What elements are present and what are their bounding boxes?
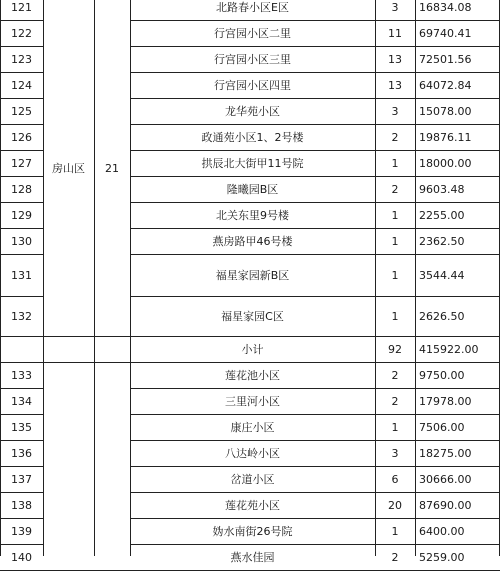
floor-area: 9750.00 — [419, 368, 465, 382]
floor-area: 18275.00 — [419, 446, 472, 460]
floor-area: 64072.84 — [419, 78, 472, 92]
community-name: 行宫园小区四里 — [214, 79, 291, 92]
community-name: 福星家园新B区 — [215, 269, 290, 282]
row-number: 126 — [11, 130, 32, 144]
community-name: 北路春小区E区 — [216, 1, 289, 14]
unit-count: 3 — [391, 104, 399, 118]
row-number: 127 — [11, 156, 32, 170]
community-name: 燕房路甲46号楼 — [212, 235, 293, 248]
community-name: 小计 — [241, 343, 264, 356]
floor-area: 7506.00 — [419, 420, 465, 434]
community-name: 八达岭小区 — [225, 447, 280, 460]
row-number: 130 — [11, 234, 32, 248]
row-number: 122 — [11, 26, 32, 40]
unit-count: 92 — [388, 342, 402, 356]
row-number: 123 — [11, 52, 32, 66]
unit-count: 11 — [388, 26, 402, 40]
community-name: 莲花池小区 — [225, 369, 280, 382]
floor-area: 5259.00 — [419, 550, 465, 564]
row-number: 136 — [11, 446, 32, 460]
district-count: 21 — [105, 161, 119, 175]
row-number: 137 — [11, 472, 32, 486]
floor-area: 2362.50 — [419, 234, 465, 248]
unit-count: 1 — [391, 234, 399, 248]
row-number: 132 — [11, 309, 32, 323]
floor-area: 30666.00 — [419, 472, 472, 486]
row-number: 129 — [11, 208, 32, 222]
floor-area: 15078.00 — [419, 104, 472, 118]
row-number: 125 — [11, 104, 32, 118]
floor-area: 69740.41 — [419, 26, 472, 40]
unit-count: 3 — [391, 446, 399, 460]
community-name: 三里河小区 — [225, 395, 280, 408]
floor-area: 9603.48 — [419, 182, 465, 196]
unit-count: 1 — [391, 309, 399, 323]
unit-count: 2 — [391, 394, 399, 408]
district-name: 房山区 — [52, 162, 85, 175]
district-name-cell — [43, 0, 94, 336]
community-name: 岔道小区 — [230, 473, 275, 486]
row-number: 124 — [11, 78, 32, 92]
community-name: 龙华苑小区 — [225, 105, 280, 118]
unit-count: 1 — [391, 420, 399, 434]
row-number — [0, 336, 43, 362]
unit-count: 2 — [391, 130, 399, 144]
floor-area: 17978.00 — [419, 394, 472, 408]
unit-count: 20 — [388, 498, 402, 512]
community-name: 康庄小区 — [230, 421, 275, 434]
row-number: 138 — [11, 498, 32, 512]
floor-area: 72501.56 — [419, 52, 472, 66]
row-number: 131 — [11, 268, 32, 282]
row-number: 139 — [11, 524, 32, 538]
row-number: 135 — [11, 420, 32, 434]
community-name: 燕水佳园 — [230, 551, 275, 564]
community-name: 北关东里9号楼 — [216, 209, 289, 222]
unit-count: 1 — [391, 208, 399, 222]
floor-area: 2626.50 — [419, 309, 465, 323]
row-number: 133 — [11, 368, 32, 382]
row-number: 140 — [11, 550, 32, 564]
community-name: 政通苑小区1、2号楼 — [201, 131, 304, 144]
community-name: 行宫园小区三里 — [214, 53, 291, 66]
row-number: 128 — [11, 182, 32, 196]
unit-count: 13 — [388, 78, 402, 92]
floor-area: 19876.11 — [419, 130, 472, 144]
unit-count: 1 — [391, 156, 399, 170]
floor-area: 6400.00 — [419, 524, 465, 538]
unit-count: 13 — [388, 52, 402, 66]
floor-area: 18000.00 — [419, 156, 472, 170]
community-name: 行宫园小区二里 — [214, 27, 291, 40]
row-number: 121 — [11, 0, 32, 14]
unit-count: 1 — [391, 268, 399, 282]
floor-area: 3544.44 — [419, 268, 465, 282]
floor-area: 2255.00 — [419, 208, 465, 222]
floor-area: 16834.08 — [419, 0, 472, 14]
community-name: 福星家园C区 — [221, 310, 284, 323]
unit-count: 3 — [391, 0, 399, 14]
unit-count: 6 — [391, 472, 399, 486]
community-name: 拱辰北大街甲11号院 — [201, 157, 304, 170]
community-name: 莲花苑小区 — [225, 499, 280, 512]
floor-area: 415922.00 — [419, 342, 479, 356]
unit-count: 1 — [391, 524, 399, 538]
district-count-cell — [94, 0, 130, 336]
row-number: 134 — [11, 394, 32, 408]
floor-area: 87690.00 — [419, 498, 472, 512]
unit-count: 2 — [391, 550, 399, 564]
unit-count: 2 — [391, 182, 399, 196]
community-name: 隆曦园B区 — [226, 183, 279, 196]
unit-count: 2 — [391, 368, 399, 382]
community-name: 妫水南街26号院 — [212, 525, 293, 538]
